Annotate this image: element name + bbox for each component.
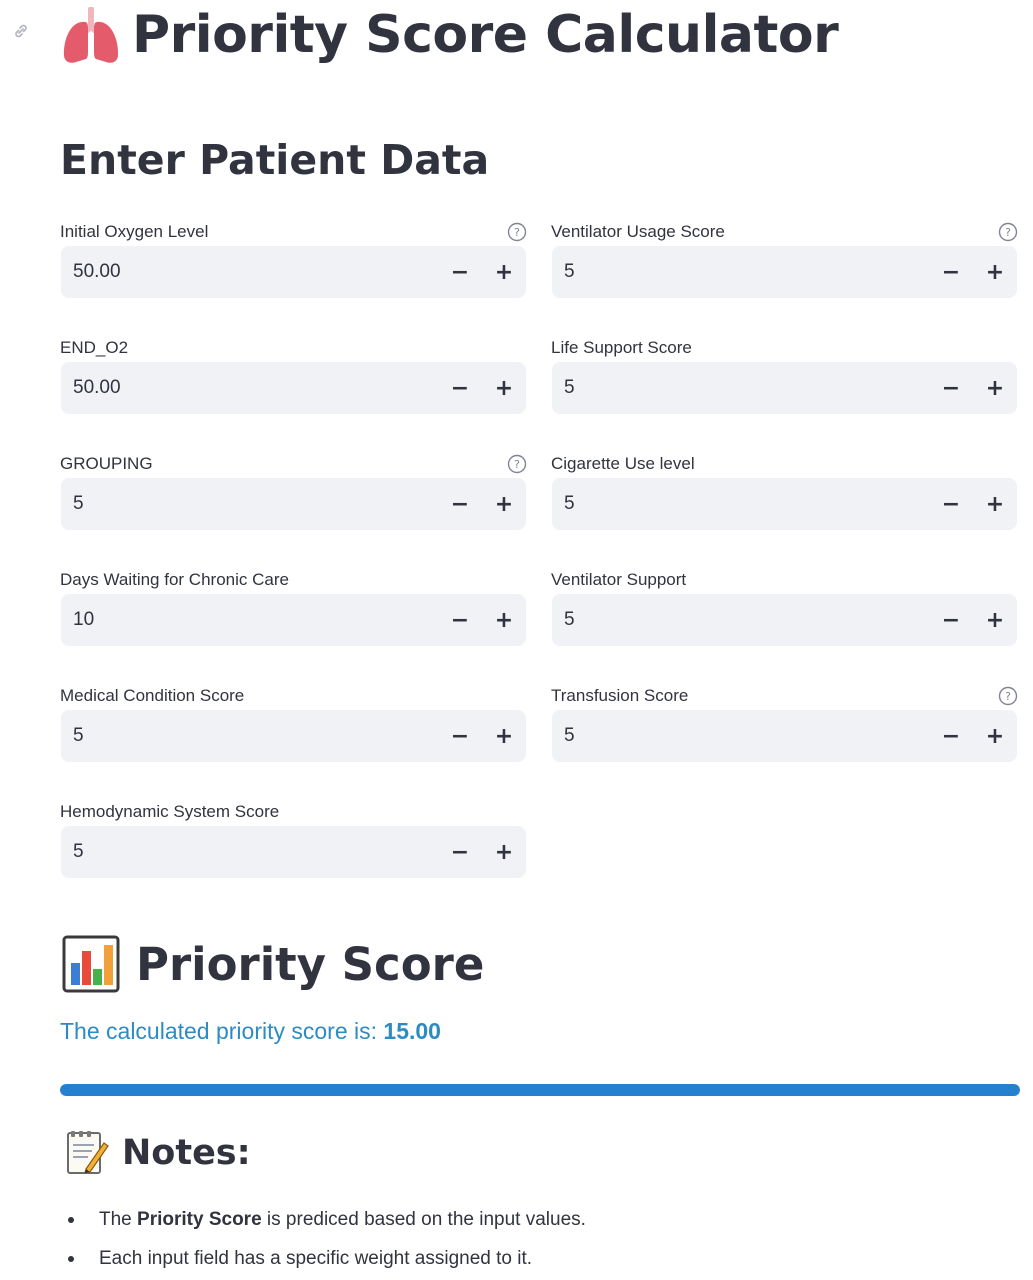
- decrement-button[interactable]: −: [941, 723, 961, 749]
- grouping-input[interactable]: [61, 478, 526, 530]
- note-text: is prediced based on the input values.: [261, 1209, 586, 1230]
- bar-chart-icon: [62, 935, 120, 993]
- notes-heading: Notes:: [122, 1133, 251, 1173]
- help-icon[interactable]: [506, 453, 528, 475]
- decrement-button[interactable]: −: [450, 607, 470, 633]
- increment-button[interactable]: +: [494, 491, 514, 517]
- decrement-button[interactable]: −: [941, 259, 961, 285]
- increment-button[interactable]: +: [494, 723, 514, 749]
- list-item: [60, 1239, 586, 1278]
- input-value[interactable]: 50.00: [73, 261, 121, 282]
- decrement-button[interactable]: −: [450, 491, 470, 517]
- input-value[interactable]: 5: [73, 841, 84, 862]
- result-heading: Priority Score: [136, 937, 485, 991]
- page-title: Priority Score Calculator: [132, 5, 839, 65]
- notes-list: [60, 1200, 586, 1278]
- input-value[interactable]: 5: [564, 493, 575, 514]
- decrement-button[interactable]: −: [450, 723, 470, 749]
- input-value[interactable]: 5: [73, 725, 84, 746]
- field-label: GROUPING: [60, 454, 153, 473]
- field-label: Medical Condition Score: [60, 686, 245, 705]
- input-value[interactable]: 10: [73, 609, 95, 630]
- lungs-icon: [60, 4, 122, 66]
- svg-text:?: ?: [1005, 226, 1011, 239]
- ventilator-usage-score-input[interactable]: [552, 246, 1017, 298]
- input-value[interactable]: 50.00: [73, 377, 121, 398]
- increment-button[interactable]: +: [494, 607, 514, 633]
- score-result-text: [60, 1018, 441, 1045]
- end-o2-input[interactable]: [61, 362, 526, 414]
- input-value[interactable]: 5: [73, 493, 84, 514]
- days-waiting-chronic-care-input[interactable]: [61, 594, 526, 646]
- result-heading-row: [62, 932, 484, 996]
- increment-button[interactable]: +: [985, 491, 1005, 517]
- increment-button[interactable]: +: [494, 259, 514, 285]
- transfusion-score-input[interactable]: [552, 710, 1017, 762]
- hemodynamic-system-score-input[interactable]: [61, 826, 526, 878]
- title-row: [60, 0, 838, 70]
- field-label: Ventilator Support: [551, 570, 687, 589]
- decrement-button[interactable]: −: [450, 259, 470, 285]
- decrement-button[interactable]: −: [941, 491, 961, 517]
- life-support-score-input[interactable]: [552, 362, 1017, 414]
- field-label: Hemodynamic System Score: [60, 802, 280, 821]
- note-text: Each input field has a specific weight assigned to it.: [99, 1248, 533, 1269]
- note-text: The: [99, 1209, 138, 1230]
- progress-bar: [60, 1084, 1020, 1096]
- field-label: Transfusion Score: [551, 686, 689, 705]
- notes-heading-row: [62, 1126, 251, 1180]
- list-item: [60, 1200, 586, 1239]
- increment-button[interactable]: +: [985, 723, 1005, 749]
- svg-text:?: ?: [1005, 690, 1011, 703]
- link-icon[interactable]: [12, 24, 30, 38]
- increment-button[interactable]: +: [985, 259, 1005, 285]
- decrement-button[interactable]: −: [941, 607, 961, 633]
- help-icon[interactable]: [997, 221, 1019, 243]
- help-icon[interactable]: [997, 685, 1019, 707]
- svg-text:?: ?: [514, 458, 520, 471]
- cigarette-use-level-input[interactable]: [552, 478, 1017, 530]
- field-label: Life Support Score: [551, 338, 692, 357]
- decrement-button[interactable]: −: [450, 375, 470, 401]
- field-label: Initial Oxygen Level: [60, 222, 209, 241]
- field-label: Days Waiting for Chronic Care: [60, 570, 289, 589]
- note-bold-text: Priority Score: [137, 1209, 262, 1230]
- memo-icon: [62, 1129, 110, 1177]
- help-icon[interactable]: [506, 221, 528, 243]
- progress-fill: [60, 1084, 1020, 1096]
- input-value[interactable]: 5: [564, 261, 575, 282]
- increment-button[interactable]: +: [494, 375, 514, 401]
- input-value[interactable]: 5: [564, 609, 575, 630]
- increment-button[interactable]: +: [985, 375, 1005, 401]
- form-heading: Enter Patient Data: [60, 136, 490, 184]
- score-value: 15.00: [383, 1018, 441, 1044]
- decrement-button[interactable]: −: [941, 375, 961, 401]
- svg-text:?: ?: [514, 226, 520, 239]
- initial-oxygen-level-input[interactable]: [61, 246, 526, 298]
- input-value[interactable]: 5: [564, 377, 575, 398]
- medical-condition-score-input[interactable]: [61, 710, 526, 762]
- ventilator-support-input[interactable]: [552, 594, 1017, 646]
- increment-button[interactable]: +: [494, 839, 514, 865]
- field-label: END_O2: [60, 338, 129, 357]
- field-label: Cigarette Use level: [551, 454, 695, 473]
- input-value[interactable]: 5: [564, 725, 575, 746]
- decrement-button[interactable]: −: [450, 839, 470, 865]
- increment-button[interactable]: +: [985, 607, 1005, 633]
- field-label: Ventilator Usage Score: [551, 222, 725, 241]
- score-prefix: The calculated priority score is:: [60, 1018, 384, 1044]
